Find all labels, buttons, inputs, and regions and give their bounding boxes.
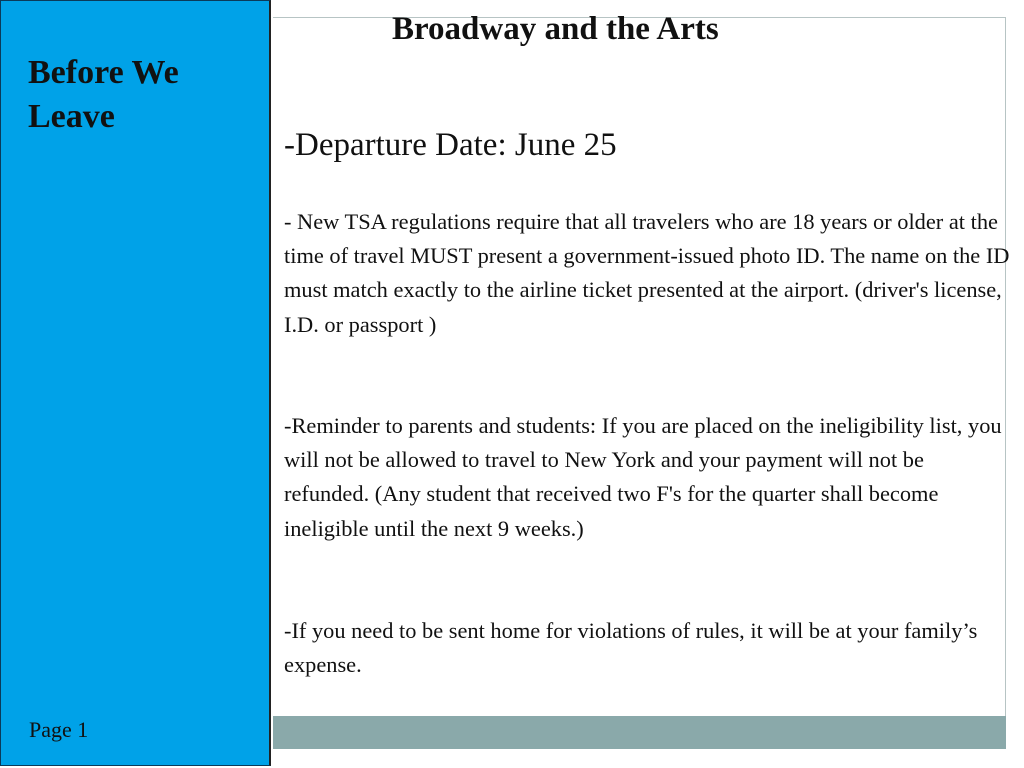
tsa-regulation-paragraph: - New TSA regulations require that all travelers who are 18 years or older at the time of travel MUST present a government-issued photo ID. The name on the ID must match exactly to the airline ticket presented at the airport. (driver's license, I.D. or passport ) <box>284 209 1010 337</box>
bottom-bar <box>273 716 1006 749</box>
departure-date-text: -Departure Date: June 25 <box>284 127 617 163</box>
section-title: Before We Leave <box>28 54 179 135</box>
rules-violation-paragraph: -If you need to be sent home for violations of rules, it will be at your family’s expense. <box>284 618 978 678</box>
page-number-label: Page 1 <box>29 717 89 742</box>
sidebar-panel <box>0 0 271 766</box>
slide-title: Broadway and the Arts <box>392 11 719 47</box>
ineligibility-reminder-paragraph: -Reminder to parents and students: If you are placed on the ineligibility list, you will not be allowed to travel to New York and your payment will not be refunded. (Any student that received two F's for the quarter shall become ineligible until the next 9 weeks.) <box>284 413 1002 541</box>
